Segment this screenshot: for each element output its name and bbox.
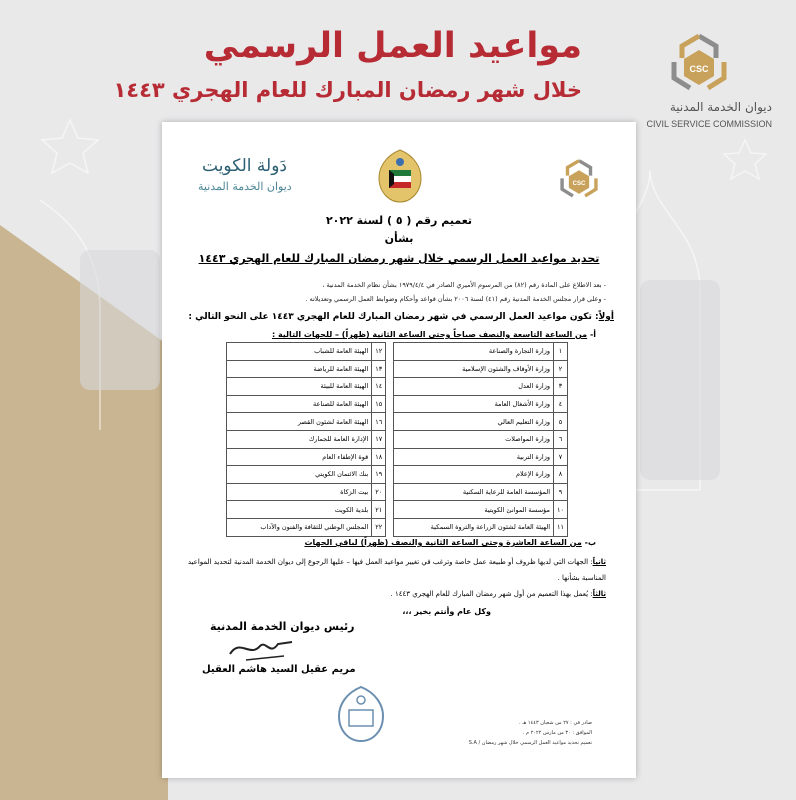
table-gap (386, 430, 394, 448)
ministry-name: الهيئة العامة للصناعة (227, 395, 372, 413)
issue-date-hijri: صادر في : ٢٧ من شعبان ١٤٤٣ هـ . (519, 720, 592, 726)
circular-about: بشأن (384, 232, 414, 245)
table-row (227, 518, 568, 536)
clause-first-b (176, 538, 596, 547)
ministry-name: الإدارة العامة للجمارك (227, 430, 372, 448)
preamble (186, 278, 606, 306)
ministry-number: ٢٢ (372, 518, 386, 536)
clause-first-label: أولاً (598, 312, 614, 322)
table-gap (386, 501, 394, 519)
circular-number: تعميم رقم ( ٥ ) لسنة ٢٠٢٢ (325, 214, 473, 227)
ministry-number: ١ (554, 343, 568, 361)
issue-details (432, 718, 592, 748)
table-gap (386, 413, 394, 431)
table-gap (386, 448, 394, 466)
ministry-number: ١٤ (372, 378, 386, 396)
ministry-name: الهيئة العامة لشئون القصر (227, 413, 372, 431)
clause-second-text: : الجهات التي لديها ظروف أو طبيعة عمل خاصة وترغب في تغيير مواعيد العمل فيها – عليها الرجوع إلى ديوان الخدمة المدنية لتحديد المواعيد المناسبة بشأنها . (187, 558, 606, 582)
preamble-line-2: - وعلى قرار مجلس الخدمة المدنية رقم (٤١) لسنة ٢٠٠٦ بشأن قواعد وأحكام وضوابط العمل الرسمي وتعديلاته . (305, 295, 606, 303)
ministry-number: ١٨ (372, 448, 386, 466)
ministry-name: المجلس الوطني للثقافة والفنون والآداب (227, 518, 372, 536)
ministry-name: وزارة المواصلات (394, 430, 554, 448)
table-row (227, 395, 568, 413)
table-gap (386, 395, 394, 413)
ministry-name: وزارة الإعلام (394, 466, 554, 484)
csc-logo-text: CSC (689, 64, 709, 74)
clause-first-a (176, 330, 596, 339)
kuwait-emblem-icon (375, 148, 425, 204)
clause-first-b-text: من الساعة العاشرة وحتى الساعة الثانية والنصف (ظهراً) لباقي الجهات (304, 538, 582, 547)
ministry-name: وزارة التربية (394, 448, 554, 466)
csc-logo-icon (664, 32, 734, 94)
ministry-name: الهيئة العامة للبيئة (227, 378, 372, 396)
signatory-name: مريم عقيل السيد هاشم العقيل (202, 664, 356, 675)
state-of-kuwait-title: دَولة الكويت (202, 156, 287, 176)
ministry-number: ٥ (554, 413, 568, 431)
preamble-line-1: - بعد الاطلاع على المادة رقم (٨٢) من المرسوم الأميري الصادر في ١٩٧٩/٤/٤ بشأن نظام الخدمة المدنية ، (322, 281, 606, 289)
ministry-number: ٤ (554, 395, 568, 413)
ministry-name: الهيئة العامة للشباب (227, 343, 372, 361)
ministry-number: ٩ (554, 483, 568, 501)
table-row (227, 501, 568, 519)
table-row (227, 483, 568, 501)
ministry-number: ٢٠ (372, 483, 386, 501)
ministry-name: وزارة العدل (394, 378, 554, 396)
ministry-name: الهيئة العامة للرياضة (227, 360, 372, 378)
table-row (227, 413, 568, 431)
ministry-name: الهيئة العامة لشئون الزراعة والثروة السمكية (394, 518, 554, 536)
circular-subject: تحديد مواعيد العمل الرسمي خلال شهر رمضان المبارك للعام الهجري ١٤٤٣ (198, 252, 600, 265)
table-gap (386, 378, 394, 396)
clause-second (176, 554, 606, 586)
ministry-number: ٢١ (372, 501, 386, 519)
ministry-number: ١٠ (554, 501, 568, 519)
signature-scrawl (226, 632, 296, 664)
table-gap (386, 518, 394, 536)
csc-letterhead-logo-icon (555, 158, 603, 200)
table-row (227, 343, 568, 361)
clause-first (174, 312, 614, 322)
clause-first-text: : تكون مواعيد العمل الرسمي في شهر رمضان المبارك للعام الهجري ١٤٤٣ على النحو التالي : (188, 312, 599, 322)
table-gap (386, 343, 394, 361)
ministry-name: وزارة التجارة والصناعة (394, 343, 554, 361)
table-gap (386, 483, 394, 501)
table-row (227, 360, 568, 378)
ministry-number: ١٦ (372, 413, 386, 431)
ministry-number: ١٥ (372, 395, 386, 413)
ministry-name: وزارة الأشغال العامة (394, 395, 554, 413)
ministry-name: مؤسسة الموانئ الكويتية (394, 501, 554, 519)
commission-letterhead: ديوان الخدمة المدنية (198, 180, 292, 193)
ministry-number: ١٩ (372, 466, 386, 484)
issue-date-gregorian: الموافق : ٣٠ من مارس ٢٠٢٢ م . (522, 730, 592, 736)
clause-first-a-label: أ- (589, 330, 596, 339)
table-gap (386, 360, 394, 378)
ministry-number: ٣ (554, 378, 568, 396)
ministries-table (226, 342, 568, 537)
ministry-name: بلدية الكويت (227, 501, 372, 519)
greeting: وكل عام وأنتم بخير ،،، (402, 607, 491, 616)
commission-name-ar: ديوان الخدمة المدنية (669, 100, 772, 114)
ministry-number: ١٧ (372, 430, 386, 448)
clause-third-text: : يُعمل بهذا التعميم من أول شهر رمضان المبارك للعام الهجري ١٤٤٣ . (390, 590, 593, 598)
table-row (227, 466, 568, 484)
ministry-number: ١٢ (372, 343, 386, 361)
ministry-number: ٢ (554, 360, 568, 378)
clause-first-b-label: ب- (584, 538, 596, 547)
header-subtitle: خلال شهر رمضان المبارك للعام الهجري ١٤٤٣ (113, 78, 582, 102)
signatory-title: رئيس ديوان الخدمة المدنية (210, 620, 355, 633)
circular-document (162, 122, 636, 778)
ministry-name: المؤسسة العامة للرعاية السكنية (394, 483, 554, 501)
ministry-number: ٨ (554, 466, 568, 484)
header-title: مواعيد العمل الرسمي (203, 26, 582, 66)
table-gap (386, 466, 394, 484)
ministry-name: بيت الزكاة (227, 483, 372, 501)
ministry-name: بنك الائتمان الكويتي (227, 466, 372, 484)
ministry-name: قوة الإطفاء العام (227, 448, 372, 466)
ministry-number: ١٣ (372, 360, 386, 378)
issue-reference: تعميم تحديد مواعيد العمل الرسمي خلال شهر رمضان / S.A (468, 740, 592, 746)
clause-third-label: ثالثاً (592, 590, 606, 598)
ministry-number: ١١ (554, 518, 568, 536)
csc-letterhead-logo-text: CSC (572, 180, 586, 188)
table-row (227, 448, 568, 466)
table-row (227, 430, 568, 448)
clause-third (176, 590, 606, 598)
ministry-number: ٧ (554, 448, 568, 466)
kuwait-seal-icon (334, 684, 388, 744)
ministry-name: وزارة الأوقاف والشئون الإسلامية (394, 360, 554, 378)
clause-second-label: ثانياً (592, 558, 606, 566)
clause-first-a-text: من الساعة التاسعة والنصف صباحاً وحتى الساعة الثانية (ظهراً) – للجهات التالية : (271, 330, 588, 339)
ministry-number: ٦ (554, 430, 568, 448)
ministry-name: وزارة التعليم العالي (394, 413, 554, 431)
table-row (227, 378, 568, 396)
commission-name-en: CIVIL SERVICE COMMISSION (646, 119, 772, 129)
